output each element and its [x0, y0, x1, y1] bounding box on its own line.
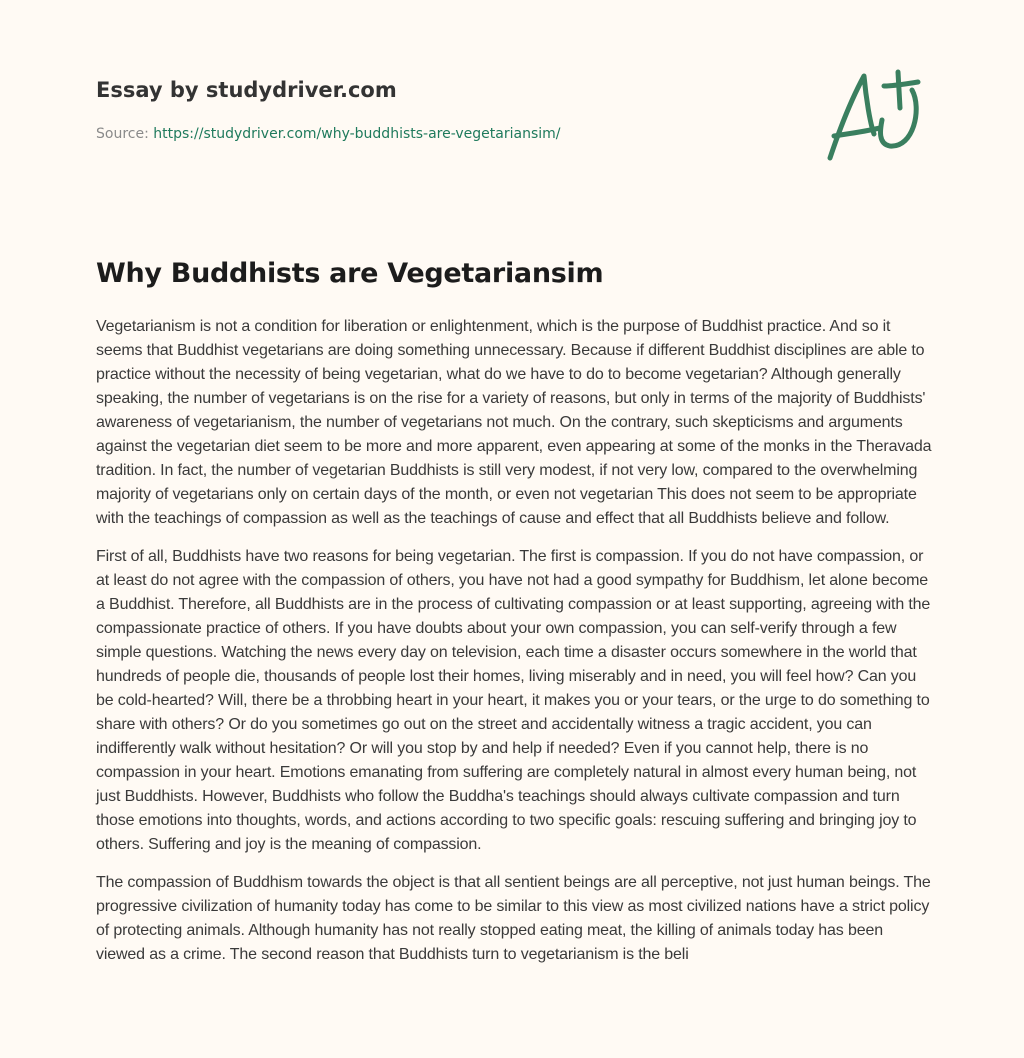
essay-paragraph: The compassion of Buddhism towards the object is that all sentient beings are all perceptive, not just human beings. The progressive civilization of humanity today has come to be similar to this view as most civilized nations have a strict policy of protecting animals. Although humanity has not really stopped eating meat, the killing of animals today has been viewed as a crime. The second reason that Buddhists turn to vegetarianism is the beli — [96, 874, 931, 963]
essay-paragraph: Vegetarianism is not a condition for liberation or enlightenment, which is the purpose of Buddhist practice. And so it seems that Buddhist vegetarians are doing something unnecessary. Because if different Buddhist disciplines are able to practice without the necessity of being vegetarian, what do we have to do to become vegetarian? Although generally speaking, the number of vegetarians is on the rise for a variety of reasons, but only in terms of the majority of Buddhists' awareness of vegetarianism, the number of vegetarians not much. On the contrary, such skepticisms and arguments against the vegetarian diet seem to be more and more apparent, even appearing at some of the monks in the Theravada tradition. In fact, the number of vegetarian Buddhists is still very modest, if not very low, compared to the overwhelming majority of vegetarians only on certain days of the month, or even not vegetarian This does not seem to be appropriate with the teachings of compassion as well as the teachings of cause and effect that all Buddhists believe and follow. — [96, 318, 932, 527]
essay-title: Why Buddhists are Vegetariansim — [96, 258, 604, 289]
source-line — [96, 124, 796, 144]
source-link[interactable]: https://studydriver.com/why-buddhists-are-vegetariansim/ — [153, 126, 561, 142]
essay-body — [96, 315, 936, 981]
essay-paragraph: First of all, Buddhists have two reasons for being vegetarian. The first is compassion. If you do not have compassion, or at least do not agree with the compassion of others, you have not had a good sympathy for Buddhism, let alone become a Buddhist. Therefore, all Buddhists are in the process of cultivating compassion or at least supporting, agreeing with the compassionate practice of others. If you have doubts about your own compassion, you can self-verify through a few simple questions. Watching the news every day on television, each time a disaster occurs somewhere in the world that hundreds of people die, thousands of people lost their homes, living miserably and in need, you will feel how? Can you be cold-hearted? Will, there be a throbbing heart in your heart, it makes you or your tears, or the urge to do something to share with others? Or do you sometimes go out on the street and accidentally witness a tragic accident, you can indifferently walk without hesitation? Or will you stop by and help if needed? Even if you cannot help, there is no compassion in your heart. Emotions emanating from suffering are completely natural in almost every human being, not just Buddhists. However, Buddhists who follow the Buddha's teachings should always cultivate compassion and turn those emotions into thoughts, words, and actions according to two specific goals: rescuing suffering and bringing joy to others. Suffering and joy is the meaning of compassion. — [96, 548, 931, 853]
source-label: Source: — [96, 126, 149, 142]
a-plus-grade-icon — [822, 68, 928, 164]
brand-title: Essay by studydriver.com — [96, 78, 397, 102]
essay-header — [96, 76, 796, 144]
